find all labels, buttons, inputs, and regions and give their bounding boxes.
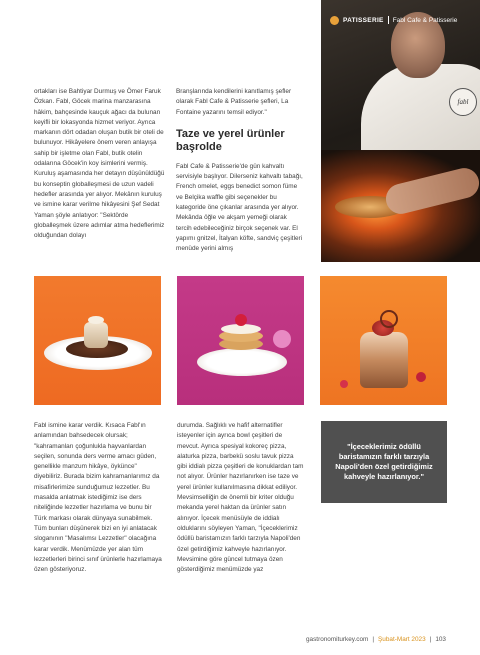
- article-column-4: [177, 421, 305, 575]
- article-subheading: Taze ve yerel ürünler başrolde: [176, 127, 285, 153]
- footer-site: gastronomiturkey.com: [305, 636, 369, 643]
- article-paragraph: Fabl ismine karar verdik. Kısaca Fabl'ın anlamından bahsedecek olursak; "kahramanları çoğunlukla hayvanlardan seçilen, sonunda ders verme amacı güden, genellikle manzum hikâye, öykünce" diyebiliriz. Burada bizim kahramanlarımız da misafirlerimize sunduğumuz lezzetler. Bu masalda anlatmak istediğimiz ise ders niteliğinde lezzetler hazırlama ve bunu bir Türk markası olarak dünyaya sunabilmek. Tüm bunları düşünerek bizi en iyi anlatacak sloganının "Masalımsı Lezzetler" olacağına karar verdik. Menümüzde yer alan tüm lezzetlerleri birinci sınıf ürünlerle hazırlamaya özen gösteriyoruz.: [34, 422, 162, 574]
- fabl-logo: fabl: [449, 88, 477, 116]
- page-footer: [306, 636, 446, 643]
- article-column-1: [34, 87, 166, 241]
- pull-quote: [321, 421, 447, 503]
- pull-quote-text: "İçeceklerimiz ödüllü baristamızın farklı tarzıyla Napoli'den özel getirdiğimiz kahveyle hazırlanıyor.": [335, 441, 433, 482]
- dessert-photo-1: [34, 276, 161, 405]
- footer-separator: |: [429, 636, 432, 643]
- footer-separator: |: [372, 636, 375, 643]
- flower: [273, 330, 291, 348]
- cake-photo: [320, 276, 447, 405]
- article-paragraph: ortakları ise Bahtiyar Durmuş ve Ömer Faruk Özkan. Fabl, Göcek marina manzarasına hâkim, bahçesinde kauçuk ağacı da bulunan keyifli bir lokasyonda hizmet veriyor. Ayrıca markanın dört odadan oluşan butik bir oteli de bulunuyor. Hikâyelere önem veren anlayışa sahip bir işletme olan Fabl, butik otelin odalarına Göcek'in koy isimlerini vermiş. Kuruluş aşamasında her detayın düşünüldüğü bu konseptin globalleşmesi de uzun vadeli hedefler arasında yer alıyor. Mekânın kuruluş ve ismine karar verilme hikâyesini Şef Sedat Yaman şöyle anlatıyor: "Sektörde globalleşmek üzere adımlar atma hedeflerimiz olduğundan dolayı: [34, 88, 165, 240]
- article-paragraph: Fabl Cafe & Patisserie'de gün kahvaltı servisiyle başlıyor. Dilerseniz kahvaltı tabağı, French omelet, eggs benedict somon füme ve Belçika waffle gibi seçenekler bu kategoride öne çıkanlar arasında yer alıyor. Mekânda öğle ve akşam yemeği olarak tercih edebileceğiniz birçok seçenek var. El yapımı gnitzel, İtalyan köfte, sandviç çeşitleri menüde yerini almış: [176, 162, 303, 253]
- plate: [197, 348, 287, 376]
- hero-photo: [321, 0, 480, 262]
- article-paragraph: durumda. Sağlıklı ve hafif alternatifler isteyenler için ayrıca bowl çeşitleri de mevcut. Ayrıca spesiyal kokoreç pizza, alaturka pizza, barbekü soslu tavuk pizza gibi iddialı pizza çeşitleri de konuklardan tam not alıyor. Ürünler hazırlanırken ise taze ve yerel ürünler kullanılmasına dikkat ediliyor. Mevsimselliğin de önemli bir kriter olduğu mekanda yerel haktan da ürünler satın alınıyor. İçecek menüsüyle de iddialı olduklarını söyleyen Yaman, "İçeceklerimiz ödüllü baristamızın farklı tarzıyla Napoli'den özel getirdiğimiz kahveyle hazırlanıyor. Mevsimine göre güncel tutmaya özen gösterdiğimiz menümüzde yaz: [177, 422, 304, 574]
- section-header: [330, 14, 457, 26]
- chocolate-ring: [380, 310, 398, 328]
- article-column-3: [34, 421, 162, 575]
- berry: [416, 372, 426, 382]
- page-number: 103: [435, 636, 446, 643]
- cupcake-icon: [330, 16, 339, 25]
- layered-cake: [360, 332, 408, 388]
- berry: [340, 380, 348, 388]
- cream: [88, 316, 104, 324]
- section-subtitle: Fabl Cafe & Patisserie: [392, 16, 458, 24]
- dessert: [84, 322, 108, 348]
- article-paragraph: Branşlarında kendilerini kanıtlamış şefler olarak Fabl Cafe & Patisserie şefleri, La Fontaine yazarını temsil ediyor.": [176, 88, 292, 116]
- section-brand: PATISSERIE: [343, 16, 384, 24]
- header-divider: [388, 16, 389, 24]
- pancakes-photo: [177, 276, 304, 405]
- footer-issue-date: Şubat-Mart 2023: [378, 636, 426, 643]
- article-column-2: [176, 87, 304, 255]
- strawberry: [235, 314, 247, 326]
